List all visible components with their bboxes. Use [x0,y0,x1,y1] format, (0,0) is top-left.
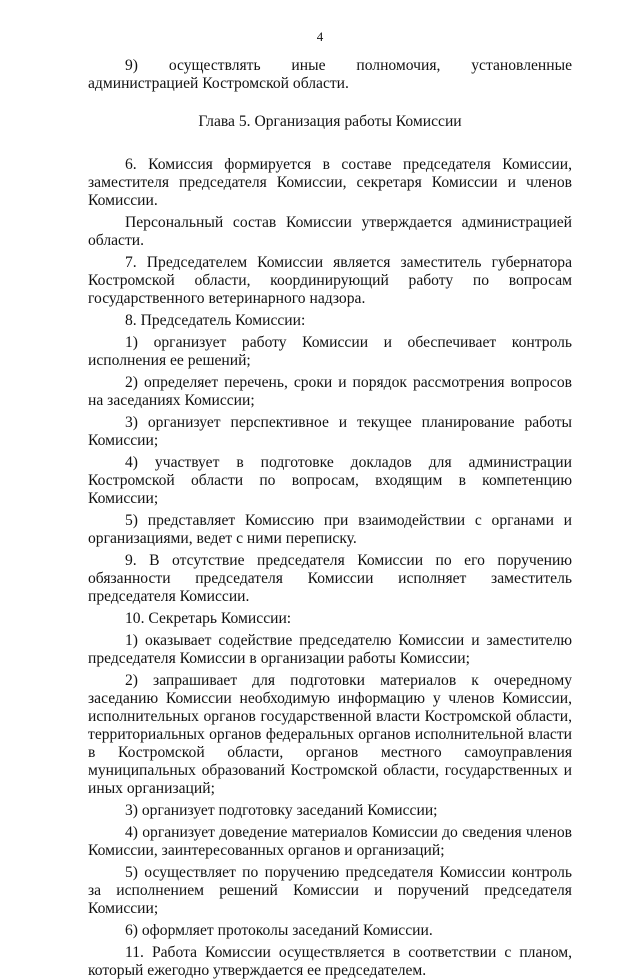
paragraph: 6) оформляет протоколы заседаний Комиссии. [125,922,433,939]
paragraph: 10. Секретарь Комиссии: [125,610,292,627]
paragraph: 3) организует перспективное и текущее планирование работы Комиссии; [88,414,572,449]
paragraph: 1) организует работу Комиссии и обеспечивает контроль исполнения ее решений; [88,334,572,369]
paragraph: 3) организует подготовку заседаний Комиссии; [125,802,438,819]
paragraph: 1) оказывает содействие председателю Комиссии и заместителю председателя Комиссии в организации работы Комиссии; [88,632,572,667]
paragraph: 9) осуществлять иные полномочия, установленные администрацией Костромской области. [88,57,572,92]
paragraph: 4) организует доведение материалов Комиссии до сведения членов Комиссии, заинтересованных органов и организаций; [88,824,572,859]
paragraph: 8. Председатель Комиссии: [125,312,306,329]
paragraph: 4) участвует в подготовке докладов для администрации Костромской области по вопросам, входящим в компетенцию Комиссии; [88,454,572,507]
page-number: 4 [316,29,324,44]
paragraph: 2) запрашивает для подготовки материалов к очередному заседанию Комиссии необходимую информацию у членов Комиссии, исполнительных органов государственной власти Костромской области, территориальных органов федеральных органов исполнительной власти в Костромской области, органов местного самоуправления муниципальных образований Костромской области, государственных и иных организаций; [88,672,572,797]
paragraph: 11. Работа Комиссии осуществляется в соответствии с планом, который ежегодно утверждается ее председателем. [88,944,572,979]
paragraph: 9. В отсутствие председателя Комиссии по его поручению обязанности председателя Комиссии исполняет заместитель председателя Комиссии. [88,552,572,605]
paragraph: 5) осуществляет по поручению председателя Комиссии контроль за исполнением решений Комиссии и поручений председателя Комиссии; [88,864,572,917]
paragraph: 2) определяет перечень, сроки и порядок рассмотрения вопросов на заседаниях Комиссии; [88,374,572,409]
paragraph: Персональный состав Комиссии утверждается администрацией области. [88,214,572,249]
paragraph: 7. Председателем Комиссии является заместитель губернатора Костромской области, координирующий работу по вопросам государственного ветеринарного надзора. [88,254,572,307]
chapter-heading: Глава 5. Организация работы Комиссии [198,113,462,130]
paragraph: 6. Комиссия формируется в составе председателя Комиссии, заместителя председателя Комиссии, секретаря Комиссии и членов Комиссии. [88,156,572,209]
paragraph: 5) представляет Комиссию при взаимодействии с органами и организациями, ведет с ними переписку. [88,512,572,547]
document-body [88,57,572,980]
